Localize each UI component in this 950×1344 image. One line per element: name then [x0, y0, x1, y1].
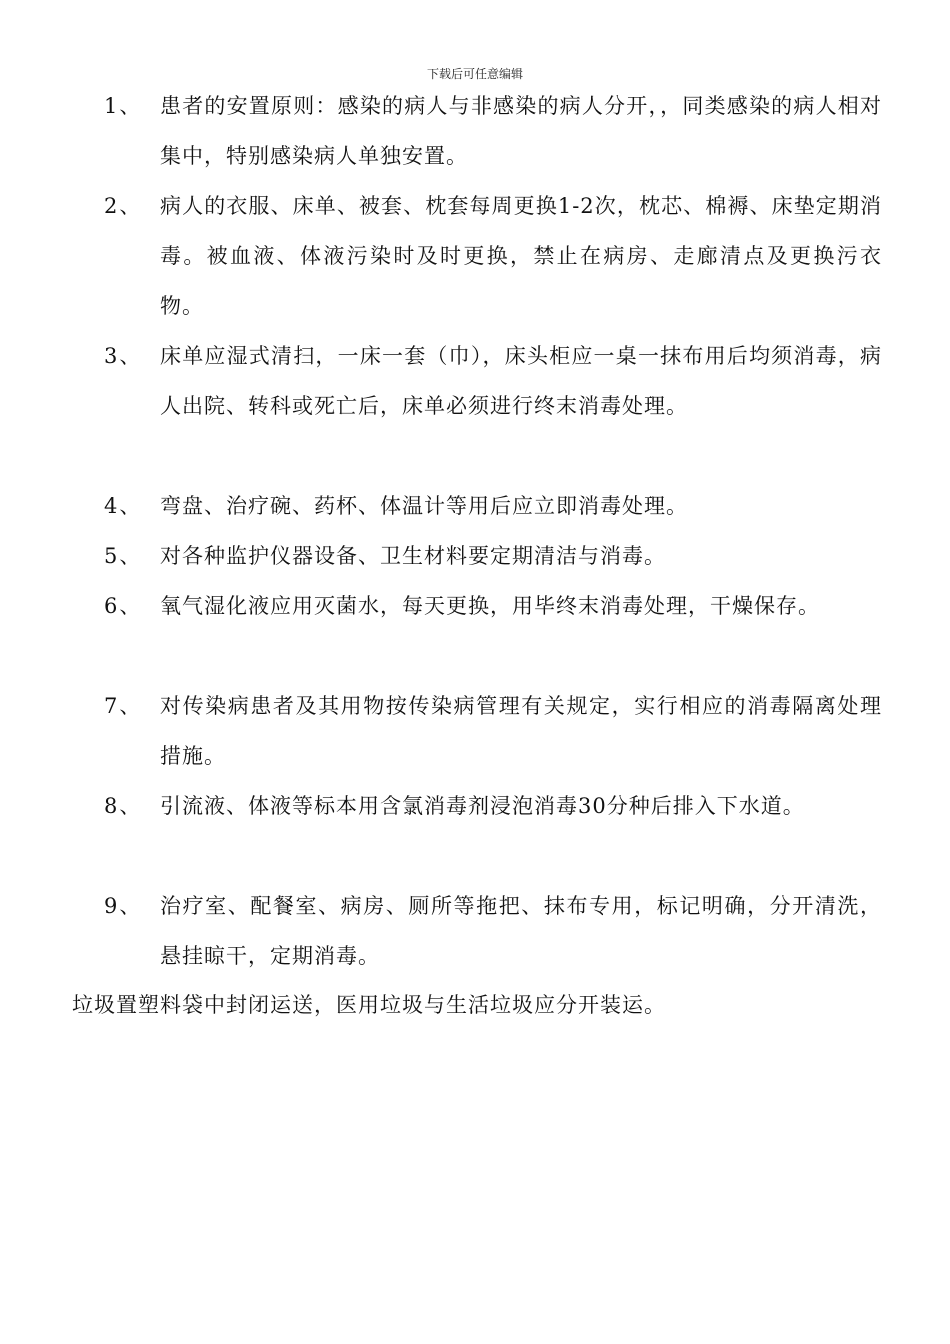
item-number: 9、 — [104, 894, 143, 918]
item-number: 4、 — [104, 494, 143, 518]
item-text: 床单应湿式清扫，一床一套（巾），床头柜应一桌一抹布用后均须消毒，病人出院、转科或死亡后，床单必须进行终末消毒处理。 — [160, 344, 882, 418]
item-text: 治疗室、配餐室、病房、厕所等拖把、抹布专用，标记明确，分开清洗，悬挂晾干，定期消毒。 — [160, 894, 882, 968]
item-number: 2、 — [104, 194, 143, 218]
item-text: 对各种监护仪器设备、卫生材料要定期清洁与消毒。 — [160, 544, 666, 568]
closing-paragraph: 垃圾置塑料袋中封闭运送，医用垃圾与生活垃圾应分开装运。 — [72, 993, 666, 1017]
item-text: 弯盘、治疗碗、药杯、体温计等用后应立即消毒处理。 — [160, 494, 688, 518]
item-text: 对传染病患者及其用物按传染病管理有关规定，实行相应的消毒隔离处理措施。 — [160, 694, 882, 768]
item-number: 6、 — [104, 594, 143, 618]
item-number: 8、 — [104, 794, 143, 818]
item-number: 5、 — [104, 544, 143, 568]
item-text: 引流液、体液等标本用含氯消毒剂浸泡消毒30分种后排入下水道。 — [160, 794, 805, 818]
item-number: 3、 — [104, 344, 143, 368]
header-note: 下载后可任意编辑 — [426, 67, 523, 81]
item-text: 氧气湿化液应用灭菌水，每天更换，用毕终末消毒处理，干燥保存。 — [160, 594, 820, 618]
item-number: 1、 — [104, 94, 143, 118]
item-text: 患者的安置原则：感染的病人与非感染的病人分开，，同类感染的病人相对集中，特别感染病人单独安置。 — [160, 94, 882, 168]
item-text: 病人的衣服、床单、被套、枕套每周更换1-2次，枕芯、棉褥、床垫定期消毒。被血液、体液污染时及时更换，禁止在病房、走廊清点及更换污衣物。 — [160, 194, 882, 318]
item-number: 7、 — [104, 694, 143, 718]
